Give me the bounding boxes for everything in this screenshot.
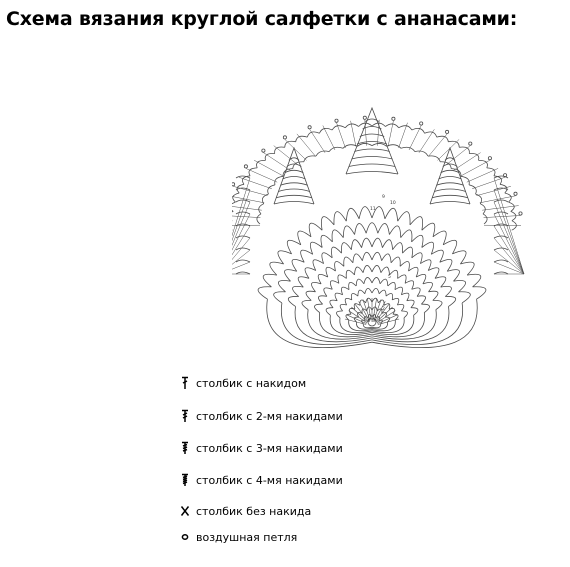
chain-arc [324, 288, 332, 297]
legend-item-treble-crochet [178, 407, 378, 425]
side-fan-spoke [232, 178, 250, 274]
quadruple-treble-crochet-icon [178, 471, 192, 489]
pineapple-left [274, 202, 314, 205]
chain-arc [447, 270, 459, 282]
legend-label: столбик с 4-мя накидами [196, 473, 343, 487]
chain-arc [366, 298, 372, 303]
pineapple-top [346, 172, 398, 175]
round-number-11: 11 [370, 207, 376, 212]
chain-arc [345, 298, 352, 305]
chain-arc [423, 282, 433, 291]
picot-dot [519, 212, 522, 215]
treble-crochet-icon [178, 407, 192, 425]
chain-arc [391, 257, 400, 266]
chain-arc [330, 300, 337, 308]
chain-arc [372, 252, 382, 260]
picot-dot [420, 122, 423, 125]
chain-arc [302, 300, 311, 309]
inner-chain-loop [268, 185, 275, 194]
chain-stitch-icon [178, 528, 192, 546]
chain-arc [441, 286, 452, 296]
outer-scallop [320, 128, 333, 133]
chain-arc [380, 279, 388, 286]
fan-spoke [233, 186, 268, 195]
chain-arc [334, 212, 346, 225]
pineapple-top [354, 149, 389, 152]
chain-arc [301, 250, 313, 262]
fan-spoke [484, 216, 521, 218]
round-number-5: 5 [388, 275, 391, 280]
chain-arc [295, 306, 372, 341]
legend-label: столбик без накида [196, 504, 312, 518]
pineapple-right [430, 202, 470, 205]
chain-arc [382, 254, 392, 263]
chain-arc [340, 304, 346, 311]
chain-arc [331, 247, 341, 258]
chain-arc [428, 268, 439, 279]
chain-arc [405, 281, 414, 290]
inner-chain-loop [461, 176, 469, 185]
chain-arc [431, 250, 443, 262]
chain-arc [346, 270, 354, 278]
chain-arc [318, 296, 326, 304]
chain-arc [412, 235, 423, 247]
pineapple-right [439, 177, 462, 180]
chain-arc [395, 287, 403, 295]
chain-arc [363, 265, 372, 272]
chain-arc [351, 240, 361, 250]
pineapple-right [434, 189, 466, 192]
chain-arc [433, 300, 442, 309]
chain-arc [346, 208, 359, 221]
chain-arc [422, 242, 434, 254]
chain-arc [420, 260, 431, 271]
side-fan-spoke [232, 238, 250, 274]
chain-arc [335, 293, 343, 301]
side-fan-loop [494, 272, 508, 274]
chain-arc [306, 291, 315, 300]
chain-arc [467, 274, 481, 287]
side-fan-loop [494, 224, 508, 226]
chain-arc [278, 280, 290, 291]
chain-arc [407, 300, 414, 308]
chain-arc [305, 268, 316, 279]
fan-spoke [480, 196, 516, 203]
pineapple-right [436, 183, 463, 186]
side-fan-spoke [232, 250, 250, 274]
chain-arc [372, 238, 382, 248]
pineapple-left [283, 177, 306, 180]
single-crochet-icon [178, 502, 192, 520]
outer-scallop [412, 128, 425, 133]
pineapple-right [441, 170, 460, 173]
pineapple-left [276, 195, 312, 198]
chain-arc [309, 223, 322, 237]
chain-arc [416, 274, 426, 284]
chain-arc [397, 304, 403, 311]
chain-arc [372, 265, 381, 272]
chain-arc [274, 292, 286, 303]
page-title: Схема вязания круглой салфетки с ананасами: [6, 8, 518, 30]
picot-dot [232, 183, 235, 186]
chain-arc [385, 208, 398, 221]
chain-arc [341, 287, 349, 295]
legend-item-single-crochet [178, 502, 378, 520]
chain-arc [429, 291, 438, 300]
fan-spoke [297, 134, 316, 156]
chain-arc [292, 259, 304, 271]
chain-arc [460, 262, 474, 275]
fan-spoke [337, 123, 346, 148]
outer-scallop [307, 132, 319, 137]
inner-chain-loop [329, 147, 343, 151]
outer-scallop [296, 136, 308, 142]
picot-dot [308, 126, 311, 129]
chain-arc [452, 251, 466, 264]
picot-dot [514, 192, 517, 195]
chain-arc [365, 288, 372, 293]
pineapple-left [285, 170, 304, 173]
chain-arc [285, 270, 297, 282]
fan-spoke [476, 186, 511, 195]
pineapple-left [278, 189, 310, 192]
picot-dot [244, 165, 247, 168]
chain-arc [314, 304, 322, 312]
chain-arc [445, 296, 455, 306]
chain-arc [343, 226, 354, 238]
inner-chain-loop [469, 185, 476, 194]
chain-arc [386, 293, 393, 299]
chain-arc [310, 242, 322, 254]
chart-artwork [232, 108, 524, 348]
legend-item-triple-treble-crochet [178, 439, 378, 457]
outer-scallop [425, 132, 437, 137]
chain-arc [344, 257, 353, 266]
chain-arc [392, 298, 399, 305]
picot-dot [283, 136, 286, 139]
inner-chain-loop [372, 143, 387, 146]
chain-arc [454, 280, 466, 291]
inner-chain-loop [275, 176, 283, 185]
side-fan-loop [236, 224, 250, 226]
pineapple-top [349, 164, 395, 167]
picot-dot [469, 142, 472, 145]
chain-arc [349, 282, 357, 289]
center-label: 6 вп [367, 318, 377, 323]
fan-spoke [429, 134, 448, 156]
inner-chain-loop [401, 147, 415, 151]
chain-arc [330, 281, 339, 290]
chain-arc [287, 240, 301, 254]
chain-arc [389, 226, 400, 238]
chain-arc [355, 267, 364, 275]
chain-arc [258, 287, 271, 299]
chain-arc [322, 253, 332, 264]
chain-arc [362, 252, 372, 260]
side-fan-loop [494, 260, 508, 262]
chain-arc [433, 231, 446, 245]
chain-arc [311, 282, 321, 291]
chain-arc [335, 261, 344, 271]
chain-arc [398, 212, 410, 225]
picot-dot [392, 117, 395, 120]
chain-arc [409, 267, 419, 277]
picot-dot [335, 119, 338, 122]
outer-scallop [437, 136, 449, 142]
round-number-2: 2 [382, 307, 385, 312]
picot-dot [488, 157, 491, 160]
chain-arc [355, 224, 367, 235]
fan-spoke [472, 177, 505, 189]
chain-arc [326, 267, 336, 277]
chain-arc [362, 238, 372, 248]
chain-arc [412, 253, 422, 264]
legend-label: столбик с накидом [196, 376, 307, 390]
chain-arc [443, 240, 457, 254]
chain-arc [401, 293, 409, 301]
side-fan-loop [494, 248, 508, 250]
chain-arc [382, 240, 392, 250]
chain-arc [278, 251, 292, 264]
inner-chain-loop [304, 156, 316, 162]
inner-chain-loop [316, 151, 329, 156]
chain-arc [372, 277, 380, 283]
chain-arc [422, 223, 435, 237]
chain-arc [440, 259, 452, 271]
chain-arc [353, 254, 363, 263]
legend-item-chain-stitch [178, 528, 378, 546]
chain-arc [298, 231, 311, 245]
chain-arc [411, 308, 418, 316]
side-fan-loop [236, 272, 250, 274]
pineapple-top [360, 134, 384, 137]
side-fan-spoke [494, 214, 524, 274]
chain-arc [401, 311, 407, 318]
picot-dot [262, 149, 265, 152]
chain-arc [473, 287, 486, 299]
chain-arc [270, 262, 284, 275]
chain-arc [332, 230, 343, 242]
inner-chain-loop [357, 143, 372, 146]
side-fan-loop [236, 212, 250, 214]
side-fan-spoke [494, 178, 524, 274]
chain-arc [412, 288, 420, 297]
chain-arc [421, 304, 429, 312]
chain-arc [326, 308, 333, 316]
pineapple-top [352, 157, 393, 160]
chain-arc [318, 274, 328, 284]
side-fan-spoke [494, 226, 524, 274]
side-fan-loop [494, 212, 508, 214]
side-fan-loop [236, 248, 250, 250]
chain-arc [410, 217, 423, 231]
double-crochet-icon [178, 374, 192, 392]
fan-spoke [399, 123, 408, 148]
chain-arc [288, 296, 298, 306]
round-number-9: 9 [382, 195, 385, 200]
doily-crochet-chart [232, 64, 537, 369]
chain-arc [336, 311, 342, 318]
legend-item-quadruple-treble-crochet [178, 471, 378, 489]
chain-arc [351, 293, 358, 299]
chain-arc [263, 274, 277, 287]
chain-arc [364, 277, 372, 283]
outer-scallop [487, 168, 495, 176]
pineapple-right [432, 195, 468, 198]
legend-label: столбик с 2-мя накидами [196, 409, 343, 423]
chain-arc [417, 296, 425, 304]
chain-arc [341, 243, 351, 253]
pineapple-left [280, 183, 307, 186]
chain-arc [298, 277, 309, 287]
chain-arc [401, 230, 412, 242]
fan-spoke [232, 216, 260, 218]
legend-item-double-crochet [178, 374, 378, 392]
chain-arc [338, 275, 346, 283]
round-number-10: 10 [390, 201, 396, 206]
chain-arc [381, 267, 390, 275]
chain-arc [358, 290, 365, 296]
legend-label: воздушная петля [196, 530, 298, 544]
side-fan-spoke [494, 238, 524, 274]
chain-arc [293, 286, 304, 296]
legend-label: столбик с 3-мя накидами [196, 441, 343, 455]
inner-chain-loop [415, 151, 428, 156]
chain-arc [379, 290, 386, 296]
chain-arc [398, 275, 406, 283]
inner-chain-loop [480, 204, 485, 214]
inner-chain-loop [257, 214, 261, 224]
inner-chain-loop [428, 156, 440, 162]
chain-arc [400, 261, 409, 271]
chain-arc [378, 224, 390, 235]
chain-arc [372, 298, 378, 303]
picot-dot [363, 116, 366, 119]
chain-arc [356, 279, 364, 286]
chain-arc [403, 247, 413, 258]
chain-arc [313, 260, 324, 271]
chain-arc [388, 282, 396, 289]
triple-treble-crochet-icon [178, 439, 192, 457]
inner-chain-loop [259, 204, 264, 214]
picot-dot [446, 130, 449, 133]
chain-arc [366, 223, 378, 233]
chain-arc [459, 292, 471, 303]
side-fan-loop [236, 260, 250, 262]
chain-arc [321, 235, 332, 247]
chain-arc [435, 277, 446, 287]
outer-scallop [249, 168, 257, 176]
inner-chain-loop [483, 214, 487, 224]
chain-arc [372, 288, 379, 293]
chain-arc [393, 243, 403, 253]
chain-arc [321, 217, 334, 231]
fan-spoke [239, 177, 272, 189]
